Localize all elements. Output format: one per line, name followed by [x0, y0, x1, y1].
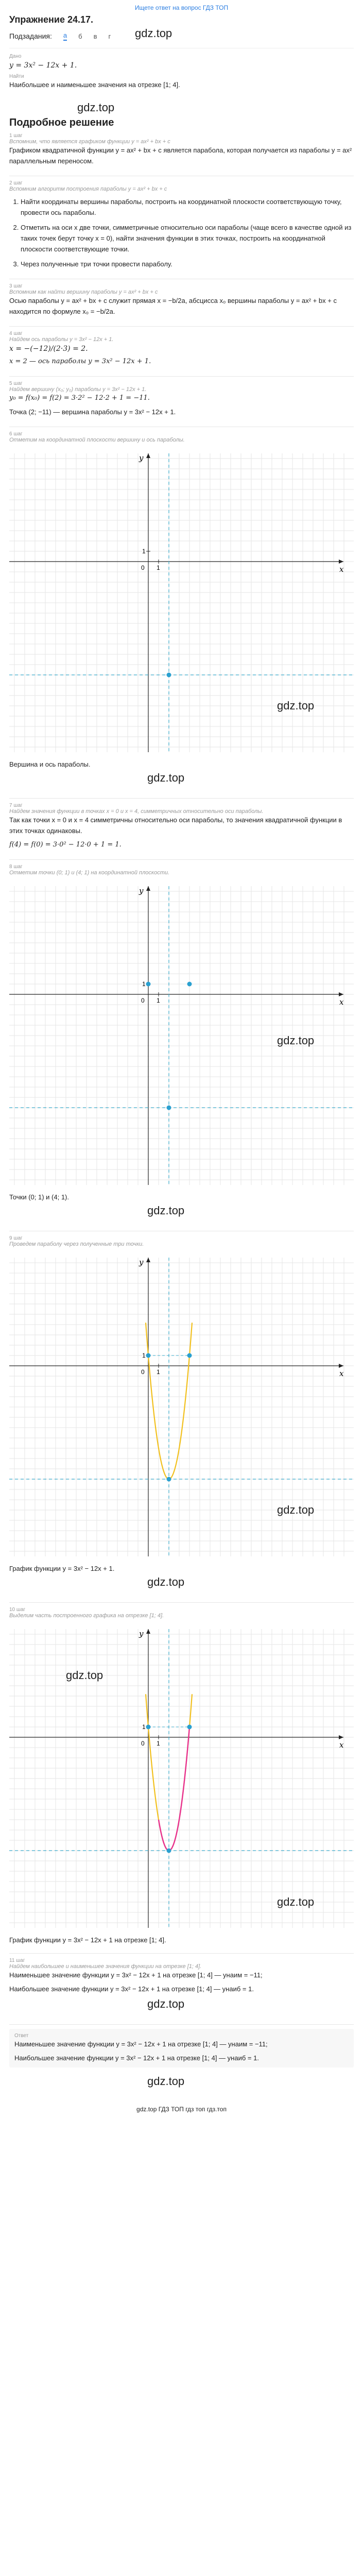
step-hint: Выделим часть построенного графика на отрезке [1; 4].	[9, 1613, 164, 1619]
watermark: gdz.top	[147, 771, 185, 784]
algorithm-list	[21, 196, 354, 269]
vertex-result: Точка (2; −11) — вершина параболы y = 3x² − 12x + 1.	[9, 408, 176, 416]
step-label: 6 шаг	[9, 431, 23, 437]
step-11	[9, 1958, 354, 1994]
step-label: 11 шаг	[9, 1958, 25, 1963]
x-axis-label: x	[339, 997, 344, 1007]
watermark: gdz.top	[135, 27, 172, 40]
y-axis-arrow	[146, 1629, 150, 1634]
symmetric-value: f(4) = f(0) = 3·0² − 12·0 + 1 = 1.	[9, 841, 122, 849]
find-label: Найти	[9, 74, 24, 79]
step-label: 2 шаг	[9, 180, 23, 186]
x-axis-label: x	[339, 565, 344, 574]
step-text: Осью параболы y = ax² + bx + c служит прямая x = −b/2a, абсцисса x₀ вершины параболы y = ax² + bx + c находится по формуле x₀ = −b/2a.	[9, 297, 337, 315]
step-hint: Найдем наибольшее и наименьшее значения функции на отрезке [1; 4].	[9, 1963, 202, 1970]
ask-question-bar	[9, 0, 354, 12]
y-tick-label: 1	[142, 980, 146, 988]
vertex-formula: y₀ = f(x₀) = f(2) = 3·2² − 12·2 + 1 = −11.	[9, 394, 150, 402]
watermark: gdz.top	[77, 101, 115, 114]
min-value: Наименьшее значение функции y = 3x² − 12x + 1 на отрезке [1; 4] — yнаим = −11;	[9, 1971, 263, 1979]
divider	[9, 859, 354, 860]
graph-caption: График функции y = 3x² − 12x + 1 на отрезке [1; 4].	[9, 1936, 166, 1944]
coordinate-graph	[9, 1624, 354, 1933]
x-axis-label: x	[339, 1369, 344, 1378]
step-2	[9, 180, 354, 269]
watermark: gdz.top	[147, 1997, 185, 2010]
given-formula: y = 3x² − 12x + 1.	[9, 61, 77, 70]
watermark: gdz.top	[277, 1503, 315, 1516]
vertex-point	[167, 1477, 171, 1482]
origin-label: 0	[141, 997, 145, 1004]
tab-a[interactable]: а	[63, 31, 67, 41]
graph-caption: Вершина и ось параболы.	[9, 760, 91, 768]
step-label: 3 шаг	[9, 283, 23, 289]
step-10	[9, 1607, 354, 1944]
max-value: Наибольшее значение функции y = 3x² − 12x + 1 на отрезке [1; 4] — yнаиб = 1.	[9, 1985, 254, 1993]
x-tick-label: 1	[157, 997, 160, 1004]
y-axis-arrow	[146, 453, 150, 458]
divider	[9, 326, 354, 327]
x-tick-label: 1	[157, 1368, 160, 1376]
watermark: gdz.top	[147, 1575, 185, 1588]
step-hint: Найдем вершину (x₀; y₀) параболы y = 3x² − 12x + 1.	[9, 386, 147, 393]
y-axis-label: y	[139, 1629, 144, 1638]
list-item: 3. Через полученные три точки провести параболу.	[21, 259, 354, 269]
subtask-label: Подзадания:	[9, 32, 52, 40]
x-axis-arrow	[339, 560, 343, 564]
y-axis-arrow	[146, 1258, 150, 1262]
watermark: gdz.top	[277, 1895, 315, 1908]
condition-block	[9, 48, 354, 90]
step-9	[9, 1235, 354, 1572]
point-4-1	[187, 1725, 192, 1730]
vertex-point	[167, 1106, 171, 1110]
divider	[9, 2024, 354, 2025]
step-hint: Проведем параболу через полученные три точки.	[9, 1241, 144, 1247]
tab-g[interactable]: г	[108, 32, 111, 40]
step-label: 10 шаг	[9, 1607, 26, 1613]
answer-label: Ответ	[14, 2033, 29, 2039]
step-hint: Вспомним как найти вершину параболы y = ax² + bx + c	[9, 289, 158, 295]
point-0-1	[146, 1353, 151, 1358]
graph-segment	[9, 1624, 354, 1933]
step-text: Графиком квадратичной функции y = ax² + bx + c является парабола, которая получается из параболы y = ax² параллельным переносом.	[9, 146, 352, 165]
axis-result: x = 2 — ось параболы y = 3x² − 12x + 1.	[9, 358, 151, 365]
step-label: 8 шаг	[9, 864, 23, 870]
x-axis-label: x	[339, 1740, 344, 1750]
y-axis-label: y	[139, 1258, 144, 1267]
y-tick-label: 1	[142, 548, 146, 555]
x-tick-label: 1	[157, 1740, 160, 1747]
list-item: 1. Найти координаты вершины параболы, построить на координатной плоскости соответствующую точку, провести ось параболы.	[21, 196, 354, 218]
answer-min: Наименьшее значение функции y = 3x² − 12x + 1 на отрезке [1; 4] — yнаим = −11;	[14, 2040, 268, 2048]
watermark: gdz.top	[277, 699, 315, 712]
tab-b[interactable]: б	[78, 32, 82, 40]
step-5	[9, 381, 354, 417]
step-label: 5 шаг	[9, 381, 23, 386]
ask-question-link[interactable]: Ищете ответ на вопрос ГДЗ ТОП	[134, 4, 229, 11]
divider	[9, 798, 354, 799]
x-axis-arrow	[339, 1735, 343, 1739]
y-tick-label: 1	[142, 1723, 146, 1731]
step-hint: Вспомним, что является графиком функции y = ax² + bx + c	[9, 139, 170, 145]
step-3	[9, 283, 354, 317]
point-4-1	[187, 982, 192, 987]
subtask-tabs	[9, 31, 354, 41]
watermark: gdz.top	[147, 2075, 185, 2088]
graph-caption: График функции y = 3x² − 12x + 1.	[9, 1565, 115, 1572]
list-item: 2. Отметить на оси x две точки, симметричные относительно оси параболы (чаще всего в качестве одной из таких точек берут точку x = 0), найти значения функции в этих точках, построить на координатной плоскости соответствующие точки.	[21, 222, 354, 255]
solution-title: Подробное решение	[9, 117, 114, 128]
x-axis-arrow	[339, 992, 343, 996]
watermark: gdz.top	[147, 1204, 185, 1217]
step-text: Так как точки x = 0 и x = 4 симметричны относительно оси параболы, то значения квадратичной функции в этих точках одинаковы.	[9, 816, 342, 835]
divider	[9, 376, 354, 377]
given-label: Дано	[9, 54, 22, 59]
divider	[9, 1602, 354, 1603]
graph-caption: Точки (0; 1) и (4; 1).	[9, 1193, 69, 1201]
step-label: 9 шаг	[9, 1235, 23, 1241]
footer: gdz.top ГДЗ ТОП гдз топ гдз.топ	[136, 2106, 227, 2113]
axis-formula: x = −(−12)/(2·3) = 2.	[9, 345, 88, 353]
step-6	[9, 431, 354, 768]
watermark: gdz.top	[66, 1669, 103, 1682]
point-4-1	[187, 1353, 192, 1358]
vertex-point	[167, 673, 171, 677]
page-title: Упражнение 24.17.	[9, 14, 94, 25]
find-text: Наибольшее и наименьшее значения на отрезке [1; 4].	[9, 81, 180, 89]
vertex-point	[167, 1849, 171, 1853]
y-axis-arrow	[146, 886, 150, 891]
step-label: 1 шаг	[9, 133, 23, 139]
tab-v[interactable]: в	[93, 32, 97, 40]
origin-label: 0	[141, 1368, 145, 1376]
answer-block	[9, 2029, 354, 2067]
step-hint: Отметим точки (0; 1) и (4; 1) на координатной плоскости.	[9, 870, 170, 876]
step-1	[9, 133, 354, 166]
step-hint: Отметим на координатной плоскости вершину и ось параболы.	[9, 437, 185, 443]
step-4	[9, 331, 354, 367]
y-tick-label: 1	[142, 1352, 146, 1359]
step-hint: Найдем значения функции в точках x = 0 и x = 4, симметричных относительно оси параболы.	[9, 808, 264, 815]
watermark: gdz.top	[277, 1034, 315, 1047]
point-0-1	[146, 1725, 151, 1730]
point-0-1	[146, 982, 151, 987]
x-tick-label: 1	[157, 564, 160, 571]
step-label: 4 шаг	[9, 331, 23, 336]
divider	[9, 1953, 354, 1954]
step-label: 7 шаг	[9, 803, 23, 808]
origin-label: 0	[141, 564, 145, 571]
step-hint: Вспомним алгоритм построения параболы y = ax² + bx + c	[9, 186, 167, 192]
y-axis-label: y	[139, 886, 144, 895]
step-hint: Найдем ось параболы y = 3x² − 12x + 1.	[9, 336, 114, 343]
answer-max: Наибольшее значение функции y = 3x² − 12x + 1 на отрезке [1; 4] — yнаиб = 1.	[14, 2054, 259, 2062]
x-axis-arrow	[339, 1364, 343, 1368]
step-8	[9, 864, 354, 1201]
y-axis-label: y	[139, 453, 144, 463]
step-7	[9, 803, 354, 850]
origin-label: 0	[141, 1740, 145, 1747]
